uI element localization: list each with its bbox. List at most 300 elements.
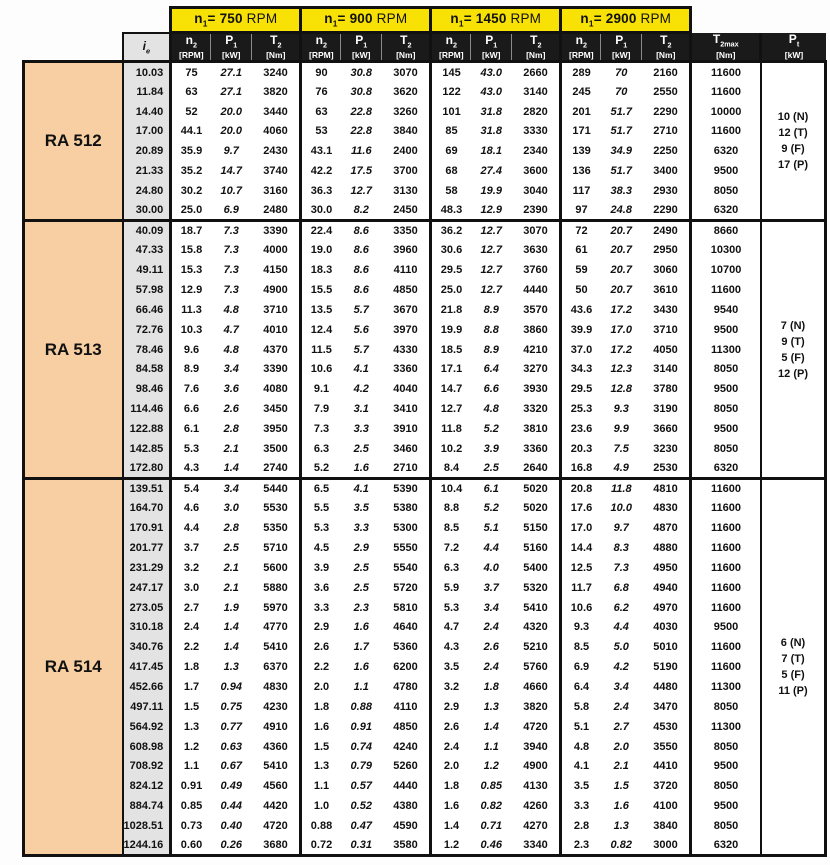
n2-cell: 15.8 <box>171 240 211 260</box>
col-header-t2: $T_2$ [Nm] <box>382 33 431 62</box>
n2-cell: 4.1 <box>561 756 601 776</box>
p1-cell: 10.7 <box>211 181 252 201</box>
table-row <box>24 320 826 340</box>
n2-cell: 4.5 <box>301 538 341 558</box>
p1-cell: 30.8 <box>341 82 382 102</box>
p1-cell: 20.7 <box>601 280 642 300</box>
p1-cell: 0.26 <box>211 836 252 856</box>
p1-cell: 11.6 <box>341 141 382 161</box>
p1-cell: 2.5 <box>211 538 252 558</box>
t2max-cell: 8050 <box>691 360 761 380</box>
t2-cell: 3600 <box>512 161 561 181</box>
pt-rating-line: 5 (F) <box>781 669 805 682</box>
n2-cell: 7.2 <box>431 538 471 558</box>
n2-cell: 14.4 <box>561 538 601 558</box>
n2-cell: 63 <box>171 82 211 102</box>
rpm-band-row <box>24 8 826 33</box>
t2-cell: 3350 <box>382 221 431 241</box>
t2-cell: 3070 <box>512 221 561 241</box>
n2-cell: 5.3 <box>431 598 471 618</box>
t2max-cell: 11300 <box>691 677 761 697</box>
t2-cell: 5190 <box>642 657 691 677</box>
p1-cell: 4.7 <box>211 320 252 340</box>
table-row <box>24 379 826 399</box>
n2-cell: 6.3 <box>301 439 341 459</box>
pt-rating-cell <box>761 479 826 856</box>
p1-cell: 0.88 <box>341 697 382 717</box>
t2max-cell: 6320 <box>691 201 761 221</box>
p1-cell: 8.8 <box>471 320 512 340</box>
ie-cell: 114.46 <box>123 399 171 419</box>
pt-rating-line: 17 (P) <box>778 159 808 172</box>
t2-cell: 5440 <box>252 479 301 499</box>
n2-cell: 4.7 <box>431 618 471 638</box>
pt-rating-line: 11 (P) <box>778 685 808 698</box>
n2-cell: 9.3 <box>561 618 601 638</box>
ie-cell: 47.33 <box>123 240 171 260</box>
t2-cell: 4260 <box>512 796 561 816</box>
t2-cell: 5550 <box>382 538 431 558</box>
t2max-cell: 9500 <box>691 419 761 439</box>
n2-cell: 289 <box>561 62 601 82</box>
table-row <box>24 796 826 816</box>
table-row <box>24 439 826 459</box>
p1-cell: 12.9 <box>471 201 512 221</box>
p1-cell: 3.3 <box>341 518 382 538</box>
p1-cell: 1.7 <box>341 637 382 657</box>
p1-cell: 1.3 <box>601 816 642 836</box>
t2-cell: 3360 <box>382 360 431 380</box>
t2-cell: 3240 <box>252 62 301 82</box>
n2-cell: 245 <box>561 82 601 102</box>
t2-cell: 5360 <box>382 637 431 657</box>
p1-cell: 17.2 <box>601 300 642 320</box>
p1-cell: 8.2 <box>341 201 382 221</box>
p1-cell: 4.2 <box>341 379 382 399</box>
n2-cell: 5.3 <box>171 439 211 459</box>
table-row <box>24 260 826 280</box>
p1-cell: 8.3 <box>601 538 642 558</box>
p1-cell: 27.1 <box>211 62 252 82</box>
t2-cell: 3580 <box>382 836 431 856</box>
n2-cell: 59 <box>561 260 601 280</box>
n2-cell: 2.6 <box>431 717 471 737</box>
t2-cell: 2250 <box>642 141 691 161</box>
p1-cell: 5.7 <box>341 340 382 360</box>
p1-cell: 4.1 <box>341 479 382 499</box>
p1-cell: 0.75 <box>211 697 252 717</box>
n2-cell: 97 <box>561 201 601 221</box>
n2-cell: 0.73 <box>171 816 211 836</box>
t2-cell: 4410 <box>642 756 691 776</box>
n2-cell: 15.3 <box>171 260 211 280</box>
t2-cell: 3320 <box>512 399 561 419</box>
p1-cell: 70 <box>601 62 642 82</box>
n2-cell: 90 <box>301 62 341 82</box>
p1-cell: 1.9 <box>211 598 252 618</box>
table-row <box>24 82 826 102</box>
n2-cell: 1.2 <box>431 836 471 856</box>
p1-cell: 0.79 <box>341 756 382 776</box>
p1-cell: 5.6 <box>341 320 382 340</box>
n2-cell: 8.9 <box>171 360 211 380</box>
t2max-cell: 11600 <box>691 498 761 518</box>
pt-rating-line: 9 (T) <box>781 335 805 348</box>
table-row <box>24 578 826 598</box>
t2-cell: 3060 <box>642 260 691 280</box>
t2max-cell: 8050 <box>691 776 761 796</box>
p1-cell: 2.8 <box>211 518 252 538</box>
n2-cell: 3.3 <box>561 796 601 816</box>
ie-cell: 98.46 <box>123 379 171 399</box>
n2-cell: 11.7 <box>561 578 601 598</box>
t2-cell: 3230 <box>642 439 691 459</box>
p1-cell: 0.40 <box>211 816 252 836</box>
t2-cell: 3610 <box>642 280 691 300</box>
n2-cell: 25.0 <box>171 201 211 221</box>
n2-cell: 6.4 <box>561 677 601 697</box>
p1-cell: 3.5 <box>341 498 382 518</box>
n2-cell: 35.2 <box>171 161 211 181</box>
t2-cell: 2930 <box>642 181 691 201</box>
p1-cell: 22.8 <box>341 121 382 141</box>
t2-cell: 4150 <box>252 260 301 280</box>
t2-cell: 3950 <box>252 419 301 439</box>
table-row <box>24 518 826 538</box>
table-row <box>24 836 826 856</box>
n2-cell: 17.0 <box>561 518 601 538</box>
t2-cell: 3450 <box>252 399 301 419</box>
n2-cell: 52 <box>171 102 211 122</box>
n2-cell: 17.6 <box>561 498 601 518</box>
ie-cell: 1028.51 <box>123 816 171 836</box>
n2-cell: 76 <box>301 82 341 102</box>
n2-cell: 2.6 <box>301 637 341 657</box>
p1-cell: 0.74 <box>341 737 382 757</box>
t2-cell: 2450 <box>382 201 431 221</box>
n2-cell: 44.1 <box>171 121 211 141</box>
table-row <box>24 161 826 181</box>
p1-cell: 8.9 <box>471 340 512 360</box>
t2max-cell: 11600 <box>691 82 761 102</box>
p1-cell: 31.8 <box>471 121 512 141</box>
t2-cell: 3930 <box>512 379 561 399</box>
group-ra513 <box>24 221 826 479</box>
n2-cell: 6.1 <box>171 419 211 439</box>
t2-cell: 4040 <box>382 379 431 399</box>
table-row <box>24 618 826 638</box>
n2-cell: 3.5 <box>561 776 601 796</box>
n2-cell: 1.3 <box>301 756 341 776</box>
t2-cell: 4000 <box>252 240 301 260</box>
n2-cell: 9.6 <box>171 340 211 360</box>
n2-cell: 39.9 <box>561 320 601 340</box>
t2max-cell: 11600 <box>691 538 761 558</box>
n2-cell: 201 <box>561 102 601 122</box>
n2-cell: 6.5 <box>301 479 341 499</box>
t2-cell: 4780 <box>382 677 431 697</box>
pt-rating-line: 7 (N) <box>780 319 806 332</box>
n2-cell: 30.0 <box>301 201 341 221</box>
n2-cell: 43.1 <box>301 141 341 161</box>
gear-ratings-table <box>22 6 827 857</box>
n2-cell: 1.5 <box>301 737 341 757</box>
t2-cell: 5320 <box>512 578 561 598</box>
p1-cell: 1.3 <box>471 697 512 717</box>
t2-cell: 4660 <box>512 677 561 697</box>
n2-cell: 3.6 <box>301 578 341 598</box>
t2-cell: 4370 <box>252 340 301 360</box>
p1-cell: 20.0 <box>211 121 252 141</box>
t2-cell: 3740 <box>252 161 301 181</box>
n2-cell: 1.5 <box>171 697 211 717</box>
n2-cell: 18.7 <box>171 221 211 241</box>
t2-cell: 6370 <box>252 657 301 677</box>
ie-cell: 1244.16 <box>123 836 171 856</box>
p1-cell: 2.9 <box>341 538 382 558</box>
t2-cell: 4910 <box>252 717 301 737</box>
t2-cell: 3680 <box>252 836 301 856</box>
n2-cell: 2.2 <box>301 657 341 677</box>
n2-cell: 20.8 <box>561 479 601 499</box>
n2-cell: 2.8 <box>561 816 601 836</box>
t2-cell: 5020 <box>512 498 561 518</box>
t2-cell: 4900 <box>512 756 561 776</box>
n2-cell: 1.4 <box>431 816 471 836</box>
n2-cell: 42.2 <box>301 161 341 181</box>
p1-cell: 8.6 <box>341 260 382 280</box>
t2-cell: 5540 <box>382 558 431 578</box>
p1-cell: 0.71 <box>471 816 512 836</box>
p1-cell: 27.1 <box>211 82 252 102</box>
p1-cell: 3.4 <box>601 677 642 697</box>
n2-cell: 48.3 <box>431 201 471 221</box>
p1-cell: 17.5 <box>341 161 382 181</box>
n2-cell: 3.3 <box>301 598 341 618</box>
n2-cell: 34.3 <box>561 360 601 380</box>
t2-cell: 5390 <box>382 479 431 499</box>
n2-cell: 61 <box>561 240 601 260</box>
t2-cell: 4720 <box>512 717 561 737</box>
p1-cell: 12.7 <box>471 221 512 241</box>
n2-cell: 8.8 <box>431 498 471 518</box>
t2max-cell: 9500 <box>691 756 761 776</box>
t2-cell: 3360 <box>512 439 561 459</box>
table-row <box>24 598 826 618</box>
p1-cell: 2.5 <box>341 558 382 578</box>
p1-cell: 1.6 <box>341 459 382 479</box>
p1-cell: 12.7 <box>471 240 512 260</box>
p1-cell: 17.2 <box>601 340 642 360</box>
t2-cell: 4360 <box>252 737 301 757</box>
p1-cell: 22.8 <box>341 102 382 122</box>
n2-cell: 18.5 <box>431 340 471 360</box>
p1-cell: 0.46 <box>471 836 512 856</box>
t2-cell: 4050 <box>642 340 691 360</box>
t2-cell: 5160 <box>512 538 561 558</box>
n2-cell: 2.0 <box>301 677 341 697</box>
t2-cell: 3810 <box>512 419 561 439</box>
t2-cell: 2290 <box>642 102 691 122</box>
n2-cell: 1.6 <box>301 717 341 737</box>
pt-rating-cell <box>761 221 826 479</box>
t2-cell: 2550 <box>642 82 691 102</box>
n2-cell: 19.9 <box>431 320 471 340</box>
n2-cell: 11.8 <box>431 419 471 439</box>
p1-cell: 8.6 <box>341 280 382 300</box>
n2-cell: 5.1 <box>561 717 601 737</box>
p1-cell: 4.1 <box>341 360 382 380</box>
pt-rating-line: 9 (F) <box>781 143 805 156</box>
n2-cell: 9.1 <box>301 379 341 399</box>
n2-cell: 19.0 <box>301 240 341 260</box>
t2-cell: 3860 <box>512 320 561 340</box>
t2-cell: 4440 <box>512 280 561 300</box>
t2-cell: 2400 <box>382 141 431 161</box>
p1-cell: 1.4 <box>211 637 252 657</box>
t2-cell: 5400 <box>512 558 561 578</box>
ie-cell: 20.89 <box>123 141 171 161</box>
p1-cell: 2.5 <box>341 578 382 598</box>
ie-cell: 122.88 <box>123 419 171 439</box>
col-header-p1: $P_1$ [kW] <box>211 33 252 62</box>
t2-cell: 2430 <box>252 141 301 161</box>
t2-cell: 3670 <box>382 300 431 320</box>
rpm-header-2900: $n_1= 2900$ RPM <box>561 8 691 33</box>
t2-cell: 4080 <box>252 379 301 399</box>
n2-cell: 6.9 <box>561 657 601 677</box>
ie-cell: 608.98 <box>123 737 171 757</box>
t2-cell: 4940 <box>642 578 691 598</box>
p1-cell: 0.49 <box>211 776 252 796</box>
p1-cell: 1.3 <box>211 657 252 677</box>
p1-cell: 1.6 <box>341 618 382 638</box>
n2-cell: 2.7 <box>171 598 211 618</box>
n2-cell: 3.7 <box>171 538 211 558</box>
ie-cell: 30.00 <box>123 201 171 221</box>
n2-cell: 30.6 <box>431 240 471 260</box>
t2-cell: 4720 <box>252 816 301 836</box>
n2-cell: 2.4 <box>171 618 211 638</box>
p1-cell: 0.82 <box>471 796 512 816</box>
p1-cell: 43.0 <box>471 62 512 82</box>
t2-cell: 4480 <box>642 677 691 697</box>
t2-cell: 3570 <box>512 300 561 320</box>
ie-cell: 708.92 <box>123 756 171 776</box>
n2-cell: 0.91 <box>171 776 211 796</box>
rpm-header-750: $n_1= 750$ RPM <box>171 8 301 33</box>
ie-cell: 84.58 <box>123 360 171 380</box>
n2-cell: 69 <box>431 141 471 161</box>
ie-cell: 78.46 <box>123 340 171 360</box>
t2-cell: 4240 <box>382 737 431 757</box>
ie-cell: 172.80 <box>123 459 171 479</box>
t2-cell: 3710 <box>252 300 301 320</box>
n2-cell: 4.3 <box>171 459 211 479</box>
n2-cell: 25.0 <box>431 280 471 300</box>
p1-cell: 2.5 <box>471 459 512 479</box>
t2-cell: 4010 <box>252 320 301 340</box>
n2-cell: 68 <box>431 161 471 181</box>
n2-cell: 1.8 <box>431 776 471 796</box>
table-row <box>24 637 826 657</box>
ie-cell: 10.03 <box>123 62 171 82</box>
p1-cell: 0.85 <box>471 776 512 796</box>
p1-cell: 9.9 <box>601 419 642 439</box>
t2-cell: 5970 <box>252 598 301 618</box>
ie-cell: 40.09 <box>123 221 171 241</box>
t2-cell: 4110 <box>382 260 431 280</box>
p1-cell: 30.8 <box>341 62 382 82</box>
t2max-cell: 8660 <box>691 221 761 241</box>
n2-cell: 3.2 <box>431 677 471 697</box>
n2-cell: 7.9 <box>301 399 341 419</box>
ie-cell: 14.40 <box>123 102 171 122</box>
t2-cell: 5410 <box>512 598 561 618</box>
p1-cell: 6.1 <box>471 479 512 499</box>
t2-cell: 3630 <box>512 240 561 260</box>
ie-cell: 564.92 <box>123 717 171 737</box>
t2-cell: 3390 <box>252 221 301 241</box>
p1-cell: 7.3 <box>601 558 642 578</box>
table-row <box>24 419 826 439</box>
t2-cell: 2530 <box>642 459 691 479</box>
n2-cell: 139 <box>561 141 601 161</box>
ie-cell: 247.17 <box>123 578 171 598</box>
ie-cell: 24.80 <box>123 181 171 201</box>
p1-cell: 5.1 <box>471 518 512 538</box>
t2-cell: 3190 <box>642 399 691 419</box>
p1-cell: 34.9 <box>601 141 642 161</box>
p1-cell: 2.0 <box>601 737 642 757</box>
table-row <box>24 102 826 122</box>
table-row <box>24 62 826 82</box>
t2-cell: 3260 <box>382 102 431 122</box>
n2-cell: 2.4 <box>431 737 471 757</box>
t2-cell: 4030 <box>642 618 691 638</box>
t2-cell: 5020 <box>512 479 561 499</box>
t2-cell: 2480 <box>252 201 301 221</box>
n2-cell: 1.1 <box>301 776 341 796</box>
p1-cell: 5.2 <box>471 498 512 518</box>
n2-cell: 0.85 <box>171 796 211 816</box>
model-label-ra513: RA 513 <box>24 221 123 479</box>
n2-cell: 2.9 <box>301 618 341 638</box>
p1-cell: 2.8 <box>211 419 252 439</box>
t2max-cell: 8050 <box>691 399 761 419</box>
ie-cell: 139.51 <box>123 479 171 499</box>
n2-cell: 30.2 <box>171 181 211 201</box>
n2-cell: 11.5 <box>301 340 341 360</box>
t2-cell: 3960 <box>382 240 431 260</box>
rpm-header-900: $n_1= 900$ RPM <box>301 8 431 33</box>
p1-cell: 4.4 <box>601 618 642 638</box>
n2-cell: 17.1 <box>431 360 471 380</box>
t2-cell: 3620 <box>382 82 431 102</box>
t2max-cell: 6320 <box>691 459 761 479</box>
p1-cell: 31.8 <box>471 102 512 122</box>
t2-cell: 3910 <box>382 419 431 439</box>
table-row <box>24 538 826 558</box>
t2-cell: 5600 <box>252 558 301 578</box>
n2-cell: 4.4 <box>171 518 211 538</box>
p1-cell: 20.0 <box>211 102 252 122</box>
t2max-cell: 10000 <box>691 102 761 122</box>
n2-cell: 2.3 <box>561 836 601 856</box>
p1-cell: 1.1 <box>471 737 512 757</box>
t2-cell: 5350 <box>252 518 301 538</box>
p1-cell: 18.1 <box>471 141 512 161</box>
